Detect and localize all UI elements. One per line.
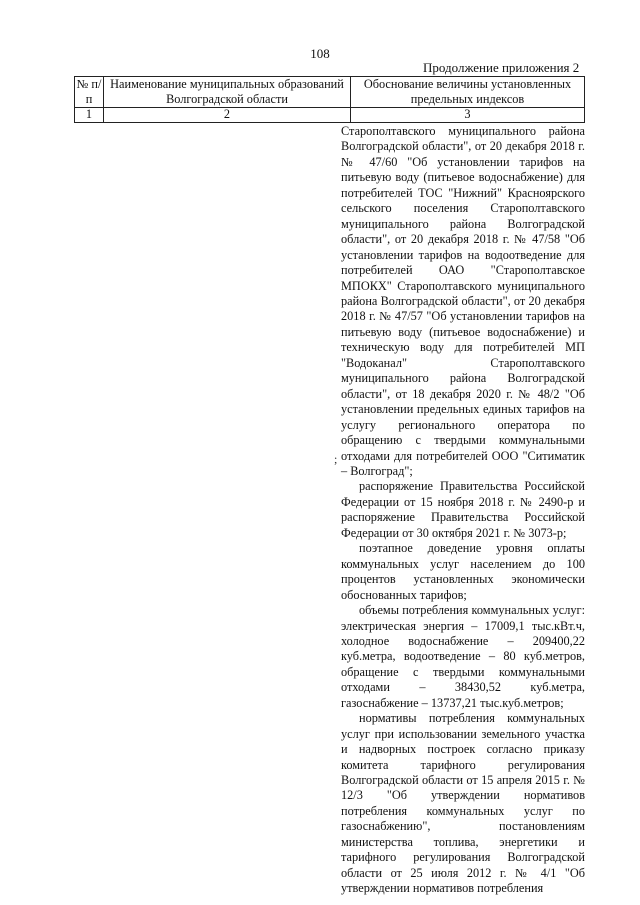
justification-column-text	[341, 124, 585, 897]
scan-mark: ;	[334, 452, 338, 466]
column-number-3: 3	[351, 108, 585, 123]
paragraph-tariff-decisions: Старополтавского муниципального района Волгоградской области", от 20 декабря 2018 г. № 47/60 "Об установлении тарифов на питьевую воду (питьевое водоснабжение) для потребителей ТОС "Нижний" Красноярского сельского поселения Старополтавского муниципального района Волгоградской области", от 20 декабря 2018 г. № 47/58 "Об установлении тарифов на водоотведение для потребителей ОАО "Старополтавское МПОКХ" Старополтавского муниципального района Волгоградской области", от 20 декабря 2018 г. № 47/57 "Об установлении тарифов на питьевую воду (питьевое водоснабжение) и техническую воду для потребителей МП "Водоканал" Старополтавского муниципального района Волгоградской области", от 18 декабря 2020 г. № 48/2 "Об установлении предельных единых тарифов на услугу регионального оператора по обращению с твердыми коммунальными отходами для потребителей ООО "Ситиматик – Волгоград";	[341, 124, 585, 478]
paragraph-consumption-volumes: объемы потребления коммунальных услуг: электрическая энергия – 17009,1 тыс.кВт.ч, холодное водоснабжение – 209400,22 куб.метра, водоотведение – 80 куб.метров, обращение с твердыми коммунальными отходами – 38430,52 куб.метра, газоснабжение – 13737,21 тыс.куб.метров;	[341, 603, 585, 710]
column-header-number: № п/п	[75, 77, 104, 108]
continuation-label: Продолжение приложения 2	[423, 60, 580, 75]
paragraph-consumption-norms: нормативы потребления коммунальных услуг при использовании земельного участка и надворных построек согласно приказу комитета тарифного регулирования Волгоградской области от 15 апреля 2015 г. № 12/3 "Об утверждении нормативов потребления коммунальных услуг по газоснабжению", постановлениям министерства топлива, энергетики и тарифного регулирования Волгоградской области от 25 июля 2012 г. № 4/1 "Об утверждении нормативов потребления	[341, 711, 585, 896]
column-number-2: 2	[104, 108, 351, 123]
page-number: 108	[310, 46, 330, 61]
column-header-municipality: Наименование муниципальных образований Волгоградской области	[104, 77, 351, 108]
appendix-table-header	[74, 76, 585, 123]
column-number-1: 1	[75, 108, 104, 123]
paragraph-payment-level: поэтапное доведение уровня оплаты коммунальных услуг населением до 100 процентов установленных экономически обоснованных тарифов;	[341, 541, 585, 602]
paragraph-government-orders: распоряжение Правительства Российской Федерации от 15 ноября 2018 г. № 2490-р и распоряжение Правительства Российской Федерации от 30 октября 2021 г. № 3073-р;	[341, 479, 585, 540]
column-header-justification: Обоснование величины установленных предельных индексов	[351, 77, 585, 108]
